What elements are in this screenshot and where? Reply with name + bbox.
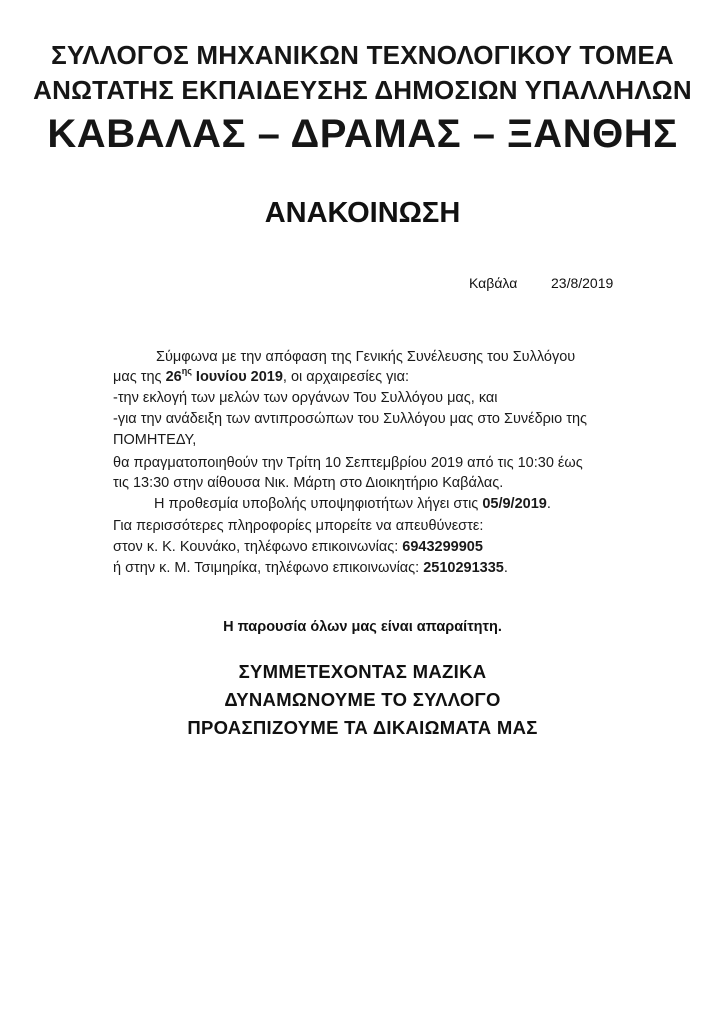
body-line-6: θα πραγματοποιηθούν την Τρίτη 10 Σεπτεμβρίου 2019 από τις 10:30 έως [113,455,583,471]
association-name-line-1: ΣΥΛΛΟΓΟΣ ΜΗΧΑΝΙΚΩΝ ΤΕΧΝΟΛΟΓΙΚΟΥ ΤΟΜΕΑ [51,40,674,70]
contact-phone-1: 6943299905 [402,539,483,555]
date-label: 23/8/2019 [551,275,614,291]
body-line-2 [113,366,409,385]
body-line-10 [113,539,483,555]
body-text: ή στην κ. Μ. Τσιμηρίκα, τηλέφωνο επικοινωνίας: [113,560,424,576]
body-text: μας της [113,369,166,385]
body-line-5: ΠΟΜΗΤΕΔΥ, [113,432,197,448]
body-line-9: Για περισσότερες πληροφορίες μπορείτε να απευθύνεστε: [113,518,484,534]
body-text: . [546,496,551,512]
place-label: Καβάλα [469,275,518,291]
meeting-date-month: Ιουνίου 2019 [191,369,283,385]
slogan-line-1: ΣΥΜΜΕΤΕΧΟΝΤΑΣ ΜΑΖΙΚΑ [238,661,487,682]
body-line-11 [113,560,508,576]
slogan-line-3: ΠΡΟΑΣΠΙΖΟΥΜΕ ΤΑ ΔΙΚΑΙΩΜΑΤΑ ΜΑΣ [187,717,538,738]
body-line-3: -την εκλογή των μελών των οργάνων Του Συλλόγου μας, και [113,390,498,406]
body-text: . [503,560,508,576]
attendance-note: Η παρουσία όλων μας είναι απαραίτητη. [223,619,502,635]
body-line-1: Σύμφωνα με την απόφαση της Γενικής Συνέλευσης του Συλλόγου [156,349,576,365]
ordinal-suffix: ης [181,366,192,377]
body-text: Η προθεσμία υποβολής υποψηφιοτήτων λήγει στις [154,496,483,512]
body-text: , οι αρχαιρεσίες για: [282,369,409,385]
contact-phone-2: 2510291335 [423,560,504,576]
body-text: στον κ. Κ. Κουνάκο, τηλέφωνο επικοινωνίας: [113,539,403,555]
document-title: ΑΝΑΚΟΙΝΩΣΗ [264,197,461,229]
body-line-7: τις 13:30 στην αίθουσα Νικ. Μάρτη στο Διοικητήριο Καβάλας. [113,475,504,491]
association-region: ΚΑΒΑΛΑΣ – ΔΡΑΜΑΣ – ΞΑΝΘΗΣ [47,112,678,156]
slogan-line-2: ΔΥΝΑΜΩΝΟΥΜΕ ΤΟ ΣΥΛΛΟΓΟ [224,689,501,710]
association-name-line-2: ΑΝΩΤΑΤΗΣ ΕΚΠΑΙΔΕΥΣΗΣ ΔΗΜΟΣΙΩΝ ΥΠΑΛΛΗΛΩΝ [33,75,692,105]
body-line-8 [154,496,551,512]
body-line-4: -για την ανάδειξη των αντιπροσώπων του Συλλόγου μας στο Συνέδριο της [113,411,588,427]
deadline-date: 05/9/2019 [482,496,547,512]
meeting-date-day: 26 [165,369,182,385]
